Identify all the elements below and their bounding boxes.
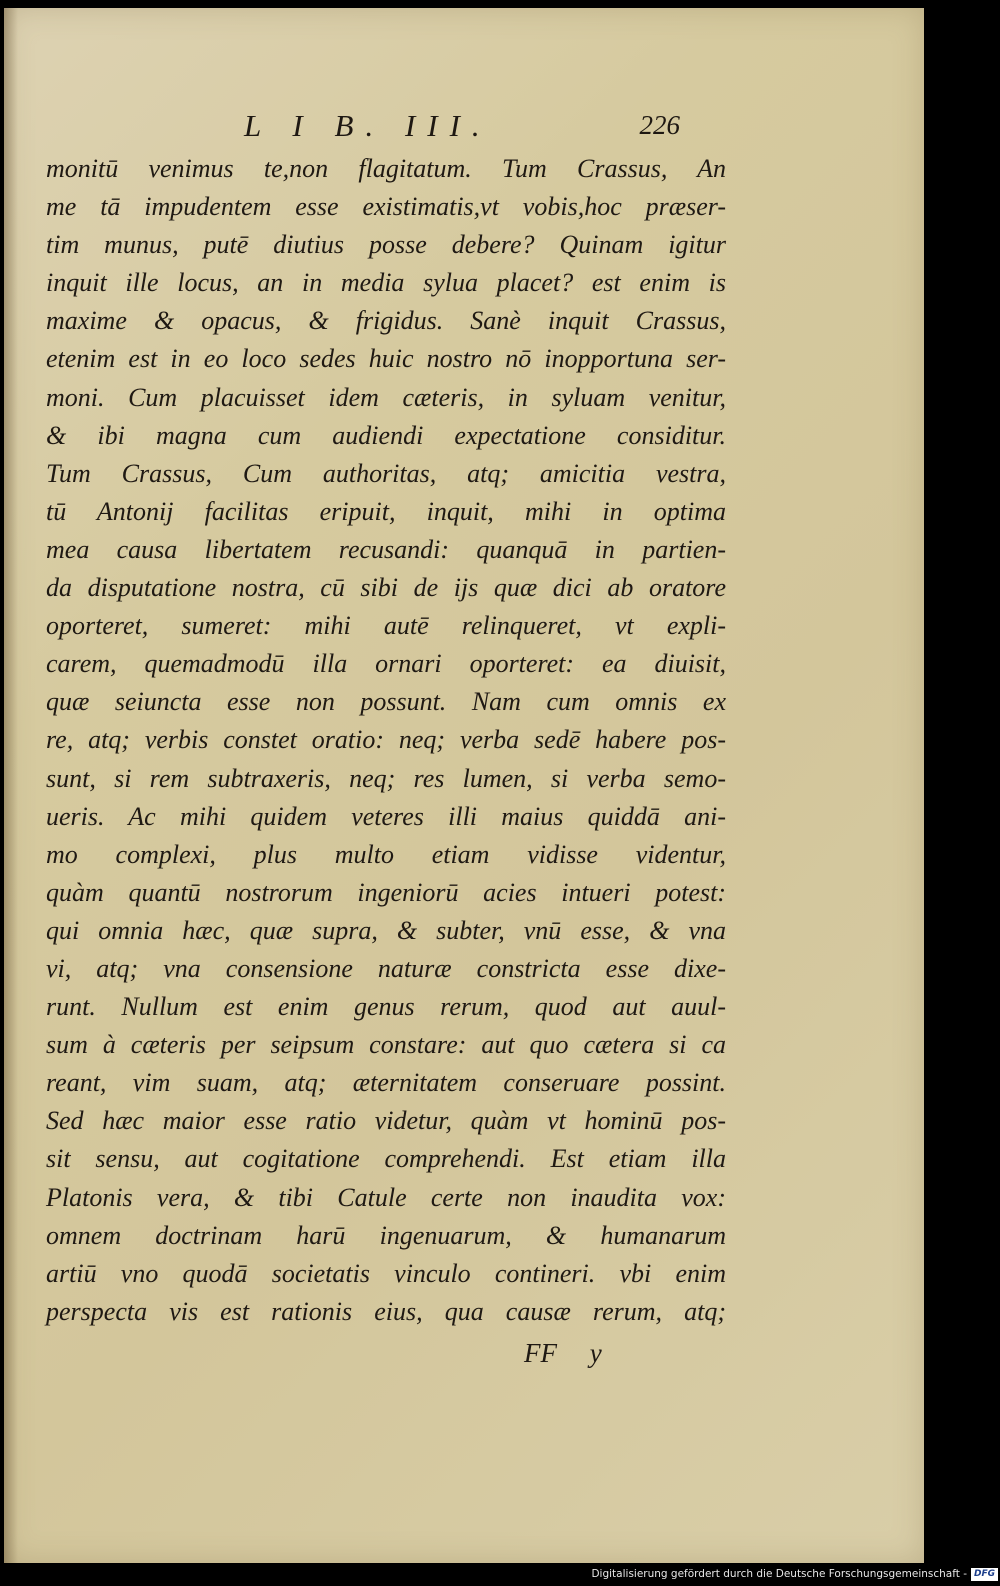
text-line: sum à cæteris per seipsum constare: aut quo cætera si ca	[46, 1030, 726, 1060]
text-line: Platonis vera, & tibi Catule certe non inaudita vox:	[46, 1182, 726, 1212]
text-line: omnem doctrinam harū ingenuarum, & humanarum	[46, 1220, 726, 1250]
text-line: re, atq; verbis constet oratio: neq; verba sedē habere pos-	[46, 725, 726, 755]
text-line: etenim est in eo loco sedes huic nostro nō inopportuna ser-	[46, 344, 726, 374]
book-label: L I B. III.	[244, 108, 492, 143]
text-line: tim munus, putē diutius posse debere? Quinam igitur	[46, 230, 726, 260]
text-line: quàm quantū nostrorum ingeniorū acies intueri potest:	[46, 877, 726, 907]
text-line: & ibi magna cum audiendi expectatione considitur.	[46, 420, 726, 450]
funding-credit: Digitalisierung gefördert durch die Deutsche Forschungsgemeinschaft -	[591, 1568, 967, 1580]
text-line: reant, vim suam, atq; æternitatem conseruare possint.	[46, 1068, 726, 1098]
text-line: monitū venimus te,non flagitatum. Tum Crassus, An	[46, 154, 726, 183]
text-line: da disputatione nostra, cū sibi de ijs quæ dici ab oratore	[46, 573, 726, 603]
text-line: Tum Crassus, Cum authoritas, atq; amicitia vestra,	[46, 458, 726, 488]
text-line: mea causa libertatem recusandi: quanquā in partien-	[46, 534, 726, 564]
signature-mark: FF y	[524, 1338, 602, 1368]
text-line: ueris. Ac mihi quidem veteres illi maius quiddā ani-	[46, 801, 726, 831]
text-line: carem, quemadmodū illa ornari oporteret: ea diuisit,	[46, 649, 726, 679]
running-head	[244, 108, 694, 144]
footer-bar	[591, 1566, 998, 1582]
book-page	[4, 8, 924, 1563]
text-line: me tā impudentem esse existimatis,vt vobis,hoc præser-	[46, 192, 726, 222]
text-line: oporteret, sumeret: mihi autē relinqueret, vt expli-	[46, 611, 726, 641]
text-line: runt. Nullum est enim genus rerum, quod aut auul-	[46, 992, 726, 1022]
page-number: 226	[639, 110, 680, 140]
text-line: Sed hæc maior esse ratio videtur, quàm vt hominū pos-	[46, 1106, 726, 1136]
text-line: perspecta vis est rationis eius, qua causæ rerum, atq;	[46, 1296, 726, 1326]
dfg-logo: DFG	[971, 1568, 998, 1581]
text-line: quæ seiuncta esse non possunt. Nam cum omnis ex	[46, 687, 726, 717]
text-line: sunt, si rem subtraxeris, neq; res lumen, si verba semo-	[46, 763, 726, 793]
text-line: tū Antonij facilitas eripuit, inquit, mihi in optima	[46, 496, 726, 526]
text-line: inquit ille locus, an in media sylua placet? est enim is	[46, 268, 726, 298]
text-line: moni. Cum placuisset idem cæteris, in syluam venitur,	[46, 382, 726, 412]
text-line: maxime & opacus, & frigidus. Sanè inquit Crassus,	[46, 306, 726, 336]
text-line: qui omnia hæc, quæ supra, & subter, vnū esse, & vna	[46, 915, 726, 945]
text-line: sit sensu, aut cogitatione comprehendi. Est etiam illa	[46, 1144, 726, 1174]
text-line: artiū vno quodā societatis vinculo contineri. vbi enim	[46, 1258, 726, 1288]
body-text	[46, 150, 726, 1331]
text-line: vi, atq; vna consensione naturæ constricta esse dixe-	[46, 953, 726, 983]
text-line: mo complexi, plus multo etiam vidisse videntur,	[46, 839, 726, 869]
